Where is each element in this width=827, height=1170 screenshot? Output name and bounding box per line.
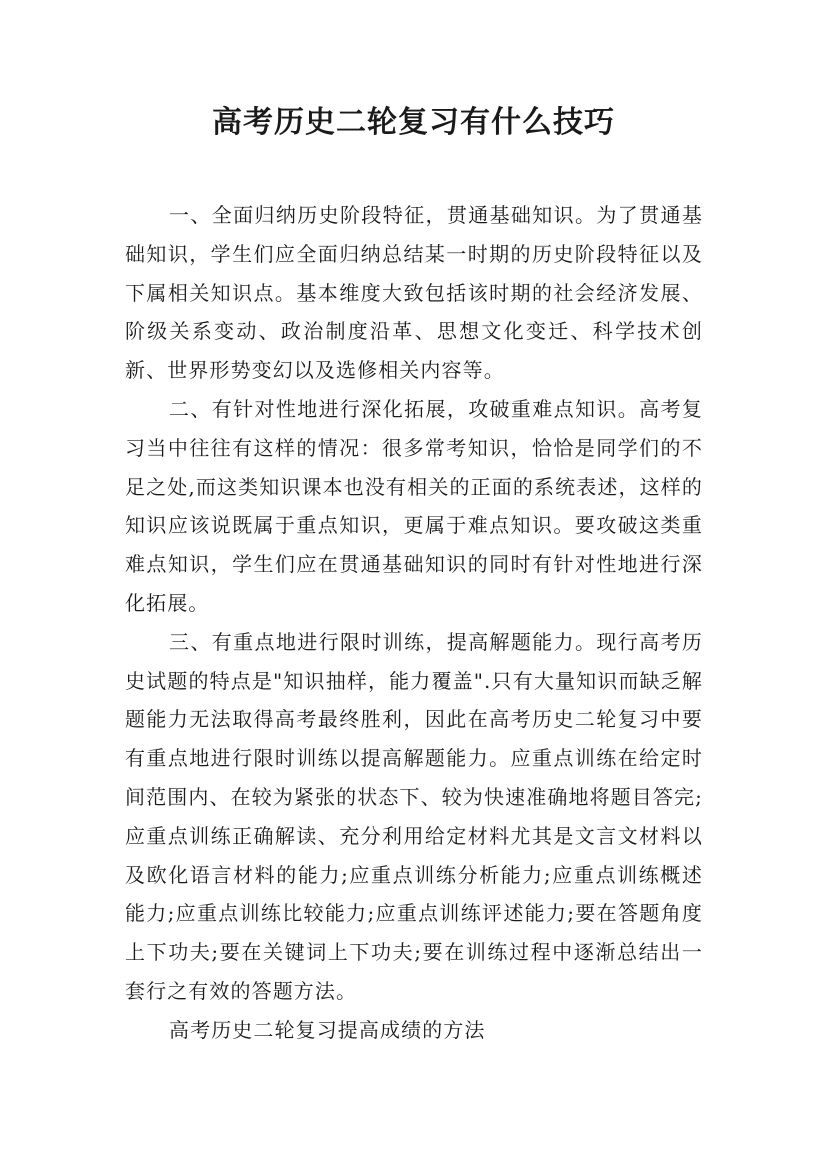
paragraph-3: 三、有重点地进行限时训练，提高解题能力。现行高考历史试题的特点是"知识抽样，能力覆盖".只有大量知识而缺乏解题能力无法取得高考最终胜利，因此在高考历史二轮复习中要有重点地进行限时训练以提高解题能力。应重点训练在给定时间范围内、在较为紧张的状态下、较为快速准确地将题目答完;应重点训练正确解读、充分利用给定材料尤其是文言文材料以及欧化语言材料的能力;应重点训练分析能力;应重点训练概述能力;应重点训练比较能力;应重点训练评述能力;要在答题角度上下功夫;要在关键词上下功夫;要在训练过程中逐渐总结出一套行之有效的答题方法。 <box>125 629 703 1003</box>
section-subheading: 高考历史二轮复习提高成绩的方法 <box>169 1017 486 1042</box>
paragraph-1: 一、全面归纳历史阶段特征，贯通基础知识。为了贯通基础知识，学生们应全面归纳总结某一时期的历史阶段特征以及下属相关知识点。基本维度大致包括该时期的社会经济发展、阶级关系变动、政治制度沿革、思想文化变迁、科学技术创新、世界形势变幻以及选修相关内容等。 <box>125 203 703 383</box>
document-body <box>125 196 703 1050</box>
paragraph-2: 二、有针对性地进行深化拓展，攻破重难点知识。高考复习当中往往有这样的情况：很多常考知识，恰恰是同学们的不足之处,而这类知识课本也没有相关的正面的系统表述，这样的知识应该说既属于重点知识，更属于难点知识。要攻破这类重难点知识，学生们应在贯通基础知识的同时有针对性地进行深化拓展。 <box>125 396 703 615</box>
document-title: 高考历史二轮复习有什么技巧 <box>212 105 615 140</box>
